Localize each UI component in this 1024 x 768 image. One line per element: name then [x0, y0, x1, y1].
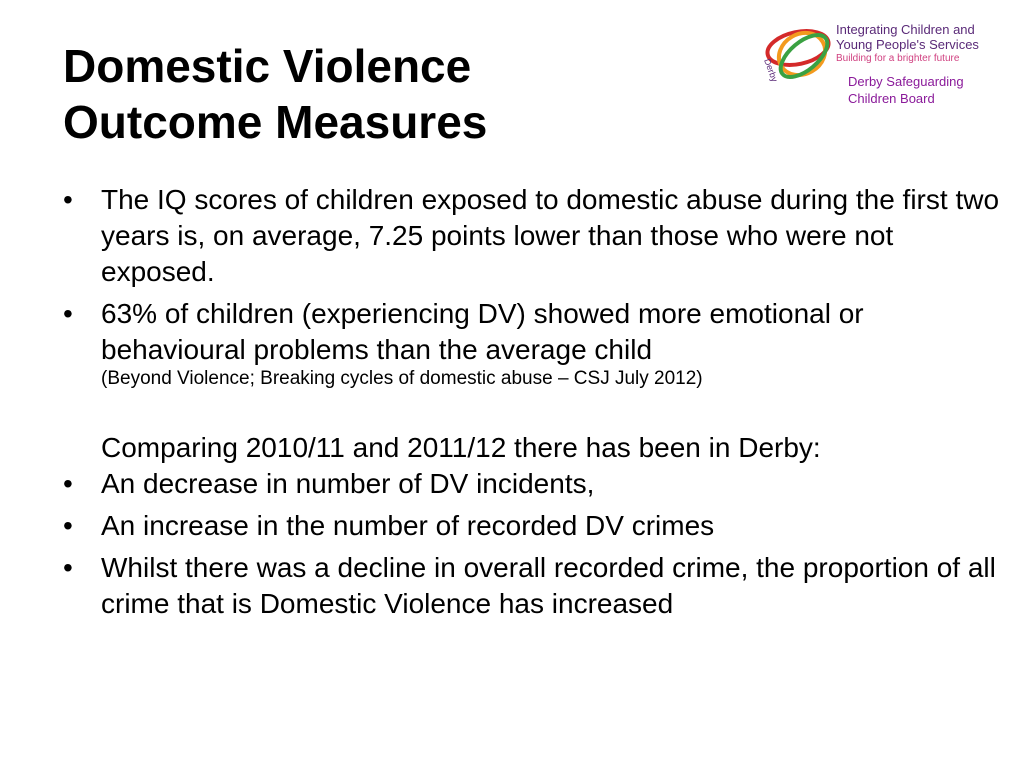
logo-org-line-1: Derby Safeguarding [848, 74, 964, 89]
bullet-text: An increase in the number of recorded DV crimes [101, 510, 715, 541]
title-line-1: Domestic Violence [63, 40, 472, 92]
bullet-text: 63% of children (experiencing DV) showed more emotional or behavioural problems than the average child [101, 298, 864, 365]
logo-text-line-2: Young People's Services [836, 37, 979, 52]
rings-logo-icon [758, 16, 836, 102]
citation: (Beyond Violence; Breaking cycles of domestic abuse – CSJ July 2012) [101, 368, 703, 389]
bullet-dot: • [63, 468, 73, 499]
bullet-dot: • [63, 184, 73, 215]
bullet-text: Whilst there was a decline in overall recorded crime, the proportion of all crime that is Domestic Violence has increased [101, 552, 996, 619]
bullet-item [63, 550, 1003, 622]
bullet-dot: • [63, 510, 73, 541]
bullet-dot: • [63, 552, 73, 583]
title-line-2: Outcome Measures [63, 96, 488, 148]
logo-tagline: Building for a brighter future [836, 53, 960, 64]
comparison-intro: Comparing 2010/11 and 2011/12 there has been in Derby: [101, 432, 821, 463]
bullet-item [63, 296, 1003, 390]
slide-body [63, 182, 1003, 622]
logo-text-line-1: Integrating Children and [836, 22, 975, 37]
slide-title [63, 38, 703, 150]
bullet-text: The IQ scores of children exposed to domestic abuse during the first two years is, on average, 7.25 points lower than those who were not exposed. [101, 184, 1000, 287]
bullet-dot: • [63, 298, 73, 329]
bullet-item [63, 182, 1003, 290]
bullet-text: An decrease in number of DV incidents, [101, 468, 595, 499]
logo-org-line-2: Children Board [848, 91, 935, 106]
bullet-item [63, 508, 1003, 544]
bullet-item [63, 466, 1003, 502]
logo-vertical-text: Derby [762, 57, 780, 84]
organisation-logo [758, 16, 988, 116]
